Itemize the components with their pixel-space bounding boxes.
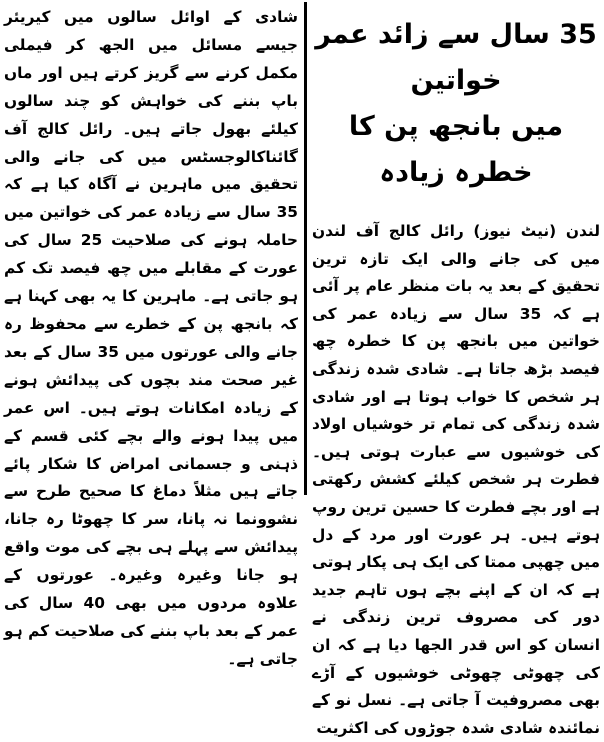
right-column-text: لندن (نیٹ نیوز) رائل کالج آف لندن میں کی جانے والی ایک تازہ ترین تحقیق کے بعد یہ بات منظر عام پر آئی ہے کہ 35 سال سے زیادہ عمر کی خواتین میں بانجھ پن کا خطرہ چھ فیصد بڑھ جاتا ہے۔ شادی شدہ زندگی ہر شخص کا خواب ہوتا ہے اور شادی شدہ زندگی کی تمام تر خوشیاں اولاد کی خوشیوں سے عبارت ہوتی ہیں۔ فطرت ہر شخص کیلئے کشش رکھتی ہے اور بچے فطرت کا حسین ترین روپ ہوتے ہیں۔ ہر عورت اور مرد کے دل میں چھپی ممتا کی ایک ہی پکار ہوتی ہے کہ ان کے اپنے بچے ہوں تاہم جدید دور کی مصروف ترین زندگی نے انسان کو اس قدر الجھا دیا ہے کہ ان کی چھوٹی چھوٹی خوشیوں کے آڑے بھی مصروفیت آ جاتی ہے۔ نسل نو کے نمائندہ شادی شدہ جوڑوں کی اکثریت [312,222,600,737]
left-column-text: شادی کے اوائل سالوں میں کیریئر جیسے مسائل میں الجھ کر فیملی مکمل کرنے سے گریز کرتے ہیں اور ماں باپ بننے کی خواہش کو چند سالوں کیلئے بھول جاتے ہیں۔ رائل کالج آف گائناکالوجسٹس میں کی جانے والی تحقیق میں ماہرین نے آگاہ کیا ہے کہ 35 سال سے زیادہ عمر کی خواتین میں حاملہ ہونے کی صلاحیت 25 سال کی عورت کے مقابلے میں چھ فیصد تک کم ہو جاتی ہے۔ ماہرین کا یہ بھی کہنا ہے کہ بانجھ پن کے خطرے سے محفوظ رہ جانے والی عورتوں میں 35 سال کے بعد غیر صحت مند بچوں کی پیدائش ہونے کے زیادہ امکانات ہوتے ہیں۔ اس عمر میں پیدا ہونے والے بچے کئی قسم کے ذہنی و جسمانی امراض کا شکار پائے جاتے ہیں مثلاً دماغ کا صحیح طرح سے نشوونما نہ پانا، سر کا چھوٹا رہ جانا، پیدائش سے پہلے ہی بچے کی موت واقع ہو جانا وغیرہ وغیرہ۔ عورتوں کے علاوہ مردوں میں بھی 40 سال کی عمر کے بعد باپ بننے کی صلاحیت کم ہو جاتی ہے۔ [4,8,299,668]
headline [312,0,600,196]
headline-line-2: میں بانجھ پن کا خطرہ زیادہ [348,111,564,188]
article-right-column [312,0,600,737]
article-body [312,218,600,742]
column-divider [304,2,307,495]
article-left-column [4,4,299,668]
headline-line-1: 35 سال سے زائد عمر خواتین [315,19,597,96]
